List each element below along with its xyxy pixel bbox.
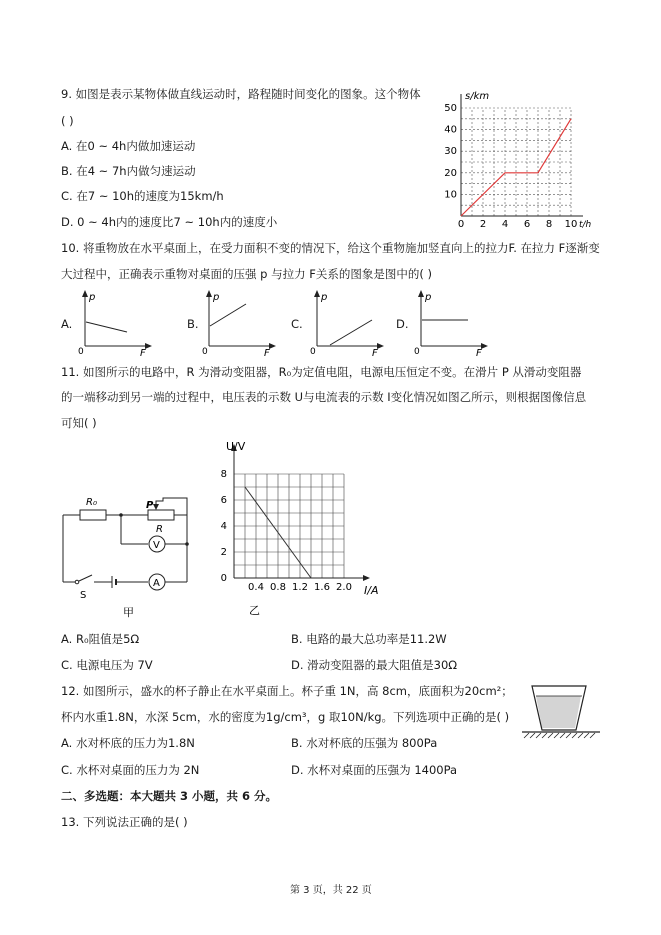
x-tick-label: 0 [457,219,465,228]
x-tick-label: 2 [479,219,487,228]
q10-option-b-label: B. [187,317,199,331]
q10d-axis-f: F [476,348,482,356]
q9-stem: 9. 如图是表示某物体做直线运动时，路程随时间变化的图象。这个物体 [61,87,421,101]
q11-option-b: B. 电路的最大总功率是11.2W [291,632,447,646]
q10-graph-c [306,288,386,356]
q10-graph-b [198,288,278,356]
q11-line1: 11. 如图所示的电路中，R 为滑动变阻器，R₀为定值电阻，电源电压恒定不变。在滑片 P 从滑动变阻器 [61,365,582,379]
q10-option-d-label: D. [396,317,409,331]
x-tick-label: 0.8 [270,582,286,593]
x-axis-label: t/h [579,220,592,228]
q12-line2: 杯内水重1.8N，水深 5cm，水的密度为1g/cm³，g 取10N/kg。下列选项中正确的是( ) [61,710,510,724]
x-tick-label: 10 [564,219,578,228]
y-axis-label: s/km [465,91,490,102]
y-tick-label: 40 [444,124,457,136]
q10b-axis-p: p [213,292,220,303]
y-tick-label: 20 [444,167,457,179]
label-p: P [146,500,154,511]
x-axis-arrow [363,575,370,581]
q10c-axis-f: F [372,348,378,356]
rheostat-r [148,510,174,520]
q10d-origin: 0 [414,347,420,356]
q10-option-c-label: C. [291,317,303,331]
resistor-r0 [80,510,106,520]
q12-option-b: B. 水对杯底的压强为 800Pa [291,736,438,750]
label-r0: R₀ [86,497,97,508]
q12-line1: 12. 如图所示，盛水的杯子静止在水平桌面上。杯子重 1N，高 8cm，底面积为20cm²； [61,684,513,698]
x-tick-label: 4 [501,219,509,228]
q10a-origin: 0 [78,347,84,356]
q11-option-d: D. 滑动变阻器的最大阻值是30Ω [291,658,458,672]
chart-voltage-current [208,440,398,620]
y-axis-label: U/V [226,440,246,453]
q10-graph-d [410,288,490,356]
q10-line1: 10. 将重物放在水平桌面上，在受力面积不变的情况下，给这个重物施加竖直向上的拉力F. 在拉力 F逐渐变 [61,241,600,255]
label-s: S [80,590,87,601]
x-tick-label: 6 [523,219,531,228]
caption-jia: 甲 [123,606,134,619]
y-tick-label: 30 [444,146,457,158]
q11-option-c: C. 电源电压为 7V [61,658,153,672]
q10-line2: 大过程中，正确表示重物对桌面的压强 p 与拉力 F关系的图象是图中的( ) [61,267,433,281]
x-tick-label: 2.0 [336,582,352,593]
q12-option-c: C. 水杯对桌面的压力为 2N [61,763,200,777]
q10a-axis-p: p [89,292,96,303]
q9-option-c: C. 在7 ~ 10h的速度为15km/h [61,189,224,203]
q10b-origin: 0 [202,347,208,356]
y-tick-label: 8 [220,469,227,480]
q9-option-a: A. 在0 ~ 4h内做加速运动 [61,139,196,153]
q12-option-a: A. 水对杯底的压力为1.8N [61,736,195,750]
q13-stem: 13. 下列说法正确的是( ) [61,815,188,829]
switch-s [79,575,92,581]
q12-option-d: D. 水杯对桌面的压强为 1400Pa [291,763,458,777]
y-tick-label: 50 [444,103,457,114]
page-footer: 第 3 页，共 22 页 [290,885,372,896]
caption-yi: 乙 [249,604,260,617]
section-heading: 二、多选题：本大题共 3 小题，共 6 分。 [61,789,278,803]
x-tick-label: 8 [545,219,553,228]
q10d-axis-p: p [425,292,432,303]
label-v: V [153,540,160,551]
y-tick-label: 0 [220,573,227,584]
q11-line2: 的一端移动到另一端的过程中，电压表的示数 U与电流表的示数 I变化情况如图乙所示，则根据图像信息 [61,390,587,404]
label-r: R [156,524,163,535]
circuit-diagram [60,490,200,620]
x-axis-label: I/A [364,584,379,597]
x-tick-label: 1.2 [292,582,308,593]
q9-option-d: D. 0 ~ 4h内的速度比7 ~ 10h内的速度小 [61,215,278,229]
q10a-axis-f: F [140,348,146,356]
q10-option-a-label: A. [61,317,73,331]
chart-distance-time [438,88,618,228]
q11-option-a: A. R₀阻值是5Ω [61,632,140,646]
q10-graph-a [74,288,154,356]
y-tick-label: 10 [444,189,457,201]
q9-paren: ( ) [61,114,74,128]
y-tick-label: 2 [220,547,227,558]
x-tick-label: 1.6 [314,582,330,593]
y-tick-label: 6 [220,495,227,506]
q10c-origin: 0 [310,347,316,356]
q11-line3: 可知( ) [61,416,97,430]
q10b-axis-f: F [264,348,270,356]
q9-option-b: B. 在4 ~ 7h内做匀速运动 [61,164,196,178]
y-tick-label: 4 [220,521,227,532]
q10c-axis-p: p [321,292,328,303]
label-a: A [153,578,160,589]
x-tick-label: 0.4 [248,582,264,593]
cup-diagram [520,684,602,746]
